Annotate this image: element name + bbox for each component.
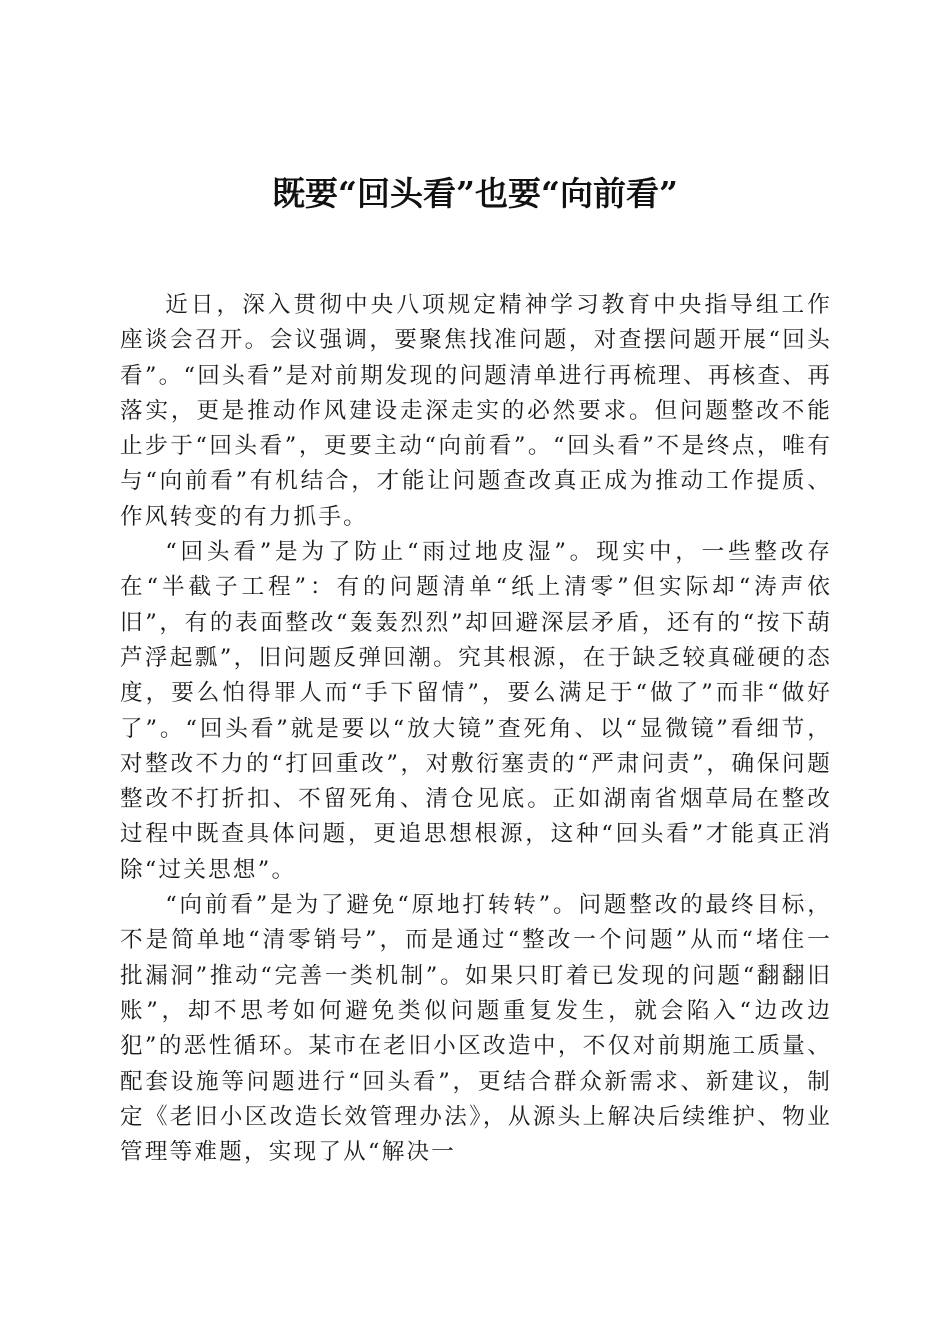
document-body [120, 288, 832, 1170]
document-title: 既要“回头看”也要“向前看” [272, 174, 678, 213]
paragraph-3: “向前看”是为了避免“原地打转转”。问题整改的最终目标，不是简单地“清零销号”，而是通过“整改一个问题”从而“堵住一批漏洞”推动“完善一类机制”。如果只盯着已发现的问题“翻翻旧账”，却不思考如何避免类似问题重复发生，就会陷入“边改边犯”的恶性循环。某市在老旧小区改造中，不仅对前期施工质量、配套设施等问题进行“回头看”，更结合群众新需求、新建议，制定《老旧小区改造长效管理办法》，从源头上解决后续维护、物业管理等难题，实现了从“解决一 [120, 892, 832, 1166]
paragraph-2: “回头看”是为了防止“雨过地皮湿”。现实中，一些整改存在“半截子工程”：有的问题清单“纸上清零”但实际却“涛声依旧”，有的表面整改“轰轰烈烈”却回避深层矛盾，还有的“按下葫芦浮起瓢”，旧问题反弹回潮。究其根源，在于缺乏较真碰硬的态度，要么怕得罪人而“手下留情”，要么满足于“做了”而非“做好了”。“回头看”就是要以“放大镜”查死角、以“显微镜”看细节，对整改不力的“打回重改”，对敷衍塞责的“严肃问责”，确保问题整改不打折扣、不留死角、清仓见底。正如湖南省烟草局在整改过程中既查具体问题，更追思想根源，这种“回头看”才能真正消除“过关思想”。 [120, 539, 832, 883]
paragraph-1: 近日，深入贯彻中央八项规定精神学习教育中央指导组工作座谈会召开。会议强调，要聚焦找准问题，对查摆问题开展“回头看”。“回头看”是对前期发现的问题清单进行再梳理、再核查、再落实，更是推动作风建设走深走实的必然要求。但问题整改不能止步于“回头看”，更要主动“向前看”。“回头看”不是终点，唯有与“向前看”有机结合，才能让问题查改真正成为推动工作提质、作风转变的有力抓手。 [120, 292, 832, 530]
